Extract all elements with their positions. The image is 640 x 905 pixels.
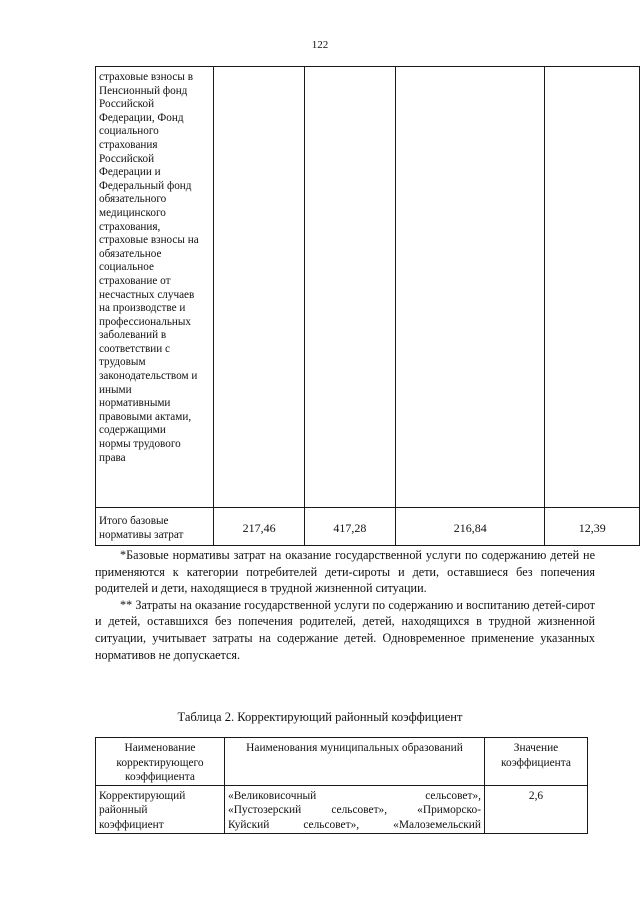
total-value-3: 216,84 — [453, 521, 487, 535]
base-norms-table — [95, 66, 640, 546]
header-coefficient-value: Значение коэффициента — [485, 738, 588, 786]
table-row — [96, 67, 640, 508]
row-label-cell — [96, 67, 214, 508]
table-cell — [396, 67, 545, 508]
table-cell — [304, 67, 395, 508]
total-value-4: 12,39 — [578, 521, 606, 535]
total-value-cell — [304, 508, 395, 546]
total-value-cell — [545, 508, 640, 546]
table-cell — [214, 67, 304, 508]
total-row — [96, 508, 640, 546]
page-number: 122 — [311, 39, 329, 51]
header-municipalities: Наименования муниципальных образований — [225, 738, 485, 786]
municipalities-cell: «Великовисочный сельсовет», «Пустозерский сельсовет», «Приморско- Куйский сельсовет», «Малоземельский — [225, 785, 485, 833]
total-value-cell — [214, 508, 304, 546]
header-coefficient-name: Наименование корректирующего коэффициента — [96, 738, 225, 786]
total-label-cell — [96, 508, 214, 546]
table-header-row — [96, 738, 588, 786]
coefficient-value-cell: 2,6 — [485, 785, 588, 833]
total-value-cell — [396, 508, 545, 546]
table-cell — [545, 67, 640, 508]
footnotes — [95, 547, 595, 663]
footnote-2: ** Затраты на оказание государственной услуги по содержанию и воспитанию детей-сирот и детей, оставшихся без попечения родителей, детей, находящихся в трудной жизненной ситуации, учитывает затраты на содержание детей. Одновременное применение указанных нормативов не допускается. — [95, 597, 595, 662]
insurance-contributions-label: страховые взносы в Пенсионный фонд Российской Федерации, Фонд социального страхования Российской Федерации и Федеральный фонд обязательного медицинского страхования, страховые взносы на обязательное социальное страхование от несчастных случаев на производстве и профессиональных заболеваний в соответствии с трудовым законодательством и иными нормативными правовыми актами, содержащими нормы трудового права — [99, 71, 199, 464]
total-value-1: 217,46 — [242, 521, 276, 535]
table-row — [96, 785, 588, 833]
total-label: Итого базовые нормативы затрат — [99, 515, 184, 541]
coefficient-name-cell: Корректирующий районный коэффициент — [96, 785, 225, 833]
table2-title: Таблица 2. Корректирующий районный коэффициент — [177, 710, 463, 724]
total-value-2: 417,28 — [333, 521, 367, 535]
footnote-1: *Базовые нормативы затрат на оказание государственной услуги по содержанию детей не применяются к категории потребителей дети-сироты и дети, оставшиеся без попечения родителей и дети, находящиеся в трудной жизненной ситуации. — [95, 548, 595, 596]
coefficient-table — [95, 737, 588, 834]
